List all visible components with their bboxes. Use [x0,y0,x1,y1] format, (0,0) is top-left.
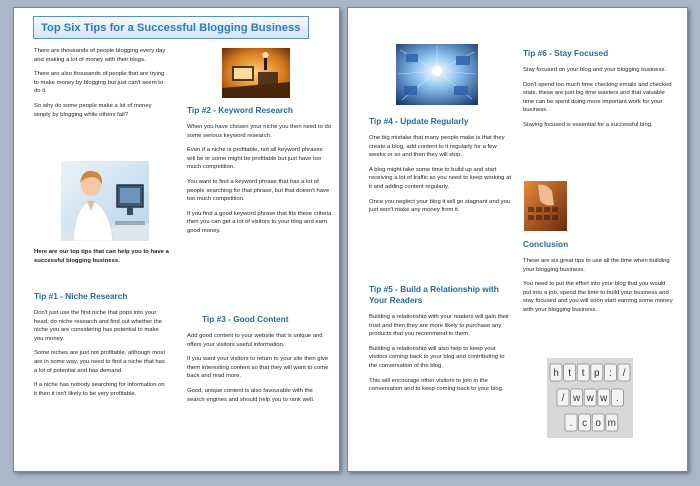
left-column-1 [34,47,169,125]
keyboard-url-image [547,358,633,438]
keyboard-key-label: p [594,368,600,379]
tip-4-heading: Tip #4 - Update Regularly [369,116,469,126]
tip-3-section [187,314,332,410]
tip-5-paragraph: Building a relationship with your readers will gain their trust and then they are more likely to purchase any products that you recommend to them. [369,314,510,338]
title-box [33,16,309,39]
tip-6-paragraph: Staying focused is essential for a successful blog. [523,121,653,128]
page-title: Top Six Tips for a Successful Blogging Business [41,21,301,34]
tip-3-paragraph: Add good content to your website that is unique and offers your visitors useful information. [187,333,323,348]
tip-3-heading: Tip #3 - Good Content [202,314,289,324]
tip-6-paragraph: Don't spend too much time checking emails and checked stats, these are just big time wasters and that valuable time can be spent doing more important work for your business. [523,81,672,114]
keyboard-key-label: w [572,393,581,404]
keyboard-key-label: . [569,418,573,429]
tip-1-heading: Tip #1 - Niche Research [34,291,128,301]
keyboard-key-label: . [616,393,619,404]
keyboard-key-label: / [622,368,626,379]
office-desk-image [222,48,290,98]
tip-5-section [369,284,514,400]
keyboard-key-label: w [586,393,594,404]
tip-1-paragraph: If a niche has nobody searching for information on it then it isn't likely to be very profitable. [34,382,165,397]
tip-1-paragraph: Don't just use the first niche that pops into your head, do niche research and find out whether the niche you are considering has potential to make you money. [34,310,163,342]
hand-on-keyboard-image [524,181,567,231]
tip-5-heading: Tip #5 - Build a Relationship with Your Readers [369,284,499,305]
tip-2-paragraph: You want to find a keyword phrase that has a lot of people searching for that phrase, but that doesn't have too much competition. [187,178,330,203]
intro-paragraph: There are also thousands of people that are trying to make money by blogging but just can't seem to do it. [34,71,165,95]
tip-1-section [34,291,169,404]
tip-4-paragraph: One big mistake that many people make is that they create a blog, add content to it regularly for a few weeks or so and then they will stop. [369,135,505,159]
tip-4-section [369,116,514,221]
tip-4-paragraph: A blog might take some time to build up and start receiving a lot of traffic so you need to keep working at it and adding content regularly. [369,166,512,190]
conclusion-heading: Conclusion [523,239,569,249]
tip-2-paragraph: If you find a good keyword phrase that fits these criteria then you can get a lot of visitors to your blog and earn good money. [187,210,332,234]
keyboard-key-label: w [600,393,608,404]
conclusion-paragraph: These are six great tips to use all the time when building your blogging business. [523,258,670,273]
conclusion-paragraph: You need to put the effort into your blog that you would put into a job, spend the time to build your business and stay focused and you will soon start earning some money with your blogging business. [523,281,673,313]
keyboard-key-label: t [581,368,585,379]
tip-6-section [523,48,673,136]
keyboard-key-label: : [609,368,612,379]
tip-2-paragraph: When you have chosen your niche you then need to do some serious keyword research. [187,124,332,139]
keyboard-key-label: / [561,393,565,404]
conclusion-section [523,239,673,321]
intro-paragraph: So why do some people make a lot of money simply by blogging while others fail? [34,102,152,118]
tip-6-heading: Tip #6 - Stay Focused [523,48,609,58]
tip-1-paragraph: Some niches are just not profitable, although most are in some way, you need to find a niche that has a lot of potential and has demand. [34,350,165,374]
intro-lead-paragraph: Here are our top tips that can help you to have a successful blogging business. [34,249,169,264]
tip-5-paragraph: This will encourage other visitors to join in the conversation and to keep coming back to your blog. [369,377,504,393]
tip-4-paragraph: Once you neglect your blog it will go stagnant and you just won't make any money from it. [369,198,511,214]
intro-paragraph: There are thousands of people blogging every day and making a lot of money with their blogs. [34,48,166,63]
woman-at-computer-image [61,161,149,241]
tip-2-section [187,105,332,242]
network-technology-image [396,44,478,105]
tip-3-paragraph: If you want your visitors to return to your site then give them interesting content so that they will want to come back and read more. [187,356,329,380]
tip-2-heading: Tip #2 - Keyword Research [187,105,293,115]
tip-3-paragraph: Good, unique content is also favourable with the search engines and should help you to rank well. [187,387,315,403]
tip-6-paragraph: Stay focused on your blog and your blogging business. [523,67,667,73]
tip-2-paragraph: Even if a niche is profitable, not all keyword phrases will be or some might be profitable but just have too much competition. [187,147,323,171]
keyboard-key-label: o [595,418,601,429]
right-page [347,7,688,472]
left-page [13,7,340,472]
intro-lead-block [34,248,169,271]
keyboard-key-label: c [582,418,588,429]
keyboard-key-label: t [568,368,571,379]
tip-5-paragraph: Building a relationship will also help to keep your visitors coming back to your blog and contributing to the conversation of the blog. [369,345,505,369]
keyboard-key-label: m [607,418,616,429]
keyboard-key-label: h [553,368,559,379]
